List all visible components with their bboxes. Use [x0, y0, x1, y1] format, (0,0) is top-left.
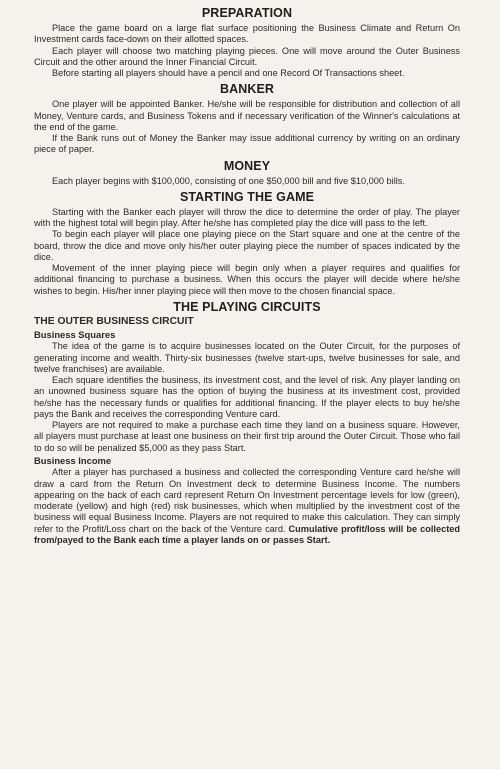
- paragraph: Place the game board on a large flat surface positioning the Business Climate and Return On Investment cards face-down on their allotted spaces.: [34, 23, 460, 45]
- subheading-business-squares: Business Squares: [34, 328, 116, 340]
- heading-preparation: PREPARATION: [201, 6, 293, 20]
- heading-playing-circuits: THE PLAYING CIRCUITS: [173, 299, 321, 314]
- rules-page: [34, 6, 460, 546]
- paragraph: Each player begins with $100,000, consisting of one $50,000 bill and five $10,000 bills.: [52, 175, 405, 186]
- paragraph: The idea of the game is to acquire businesses located on the Outer Circuit, for the purposes of generating income and wealth. Thirty-six businesses (twelve start-ups, twelve businesses for sale, and twelve franchises) are available.: [34, 341, 460, 374]
- paragraph: Before starting all players should have a pencil and one Record Of Transactions sheet.: [52, 68, 405, 78]
- subheading-outer-business-circuit: THE OUTER BUSINESS CIRCUIT: [34, 315, 194, 327]
- heading-starting-the-game: STARTING THE GAME: [179, 189, 315, 204]
- paragraph: Starting with the Banker each player will throw the dice to determine the order of play. The player with the highest total will begin play. After he/she has completed play the dice will pass to the left.: [34, 206, 460, 228]
- paragraph: One player will be appointed Banker. He/she will be responsible for distribution and collection of all Money, Venture cards, and Business Tokens and if necessary verification of the Winner's calculations at the end of the game.: [34, 99, 460, 132]
- paragraph: Players are not required to make a purchase each time they land on a business square. However, all players must purchase at least one business on their first trip around the Outer Circuit. Those who fail to do so will be penalized $5,000 as they pass Start.: [34, 420, 460, 453]
- income-text: After a player has purchased a business and collected the corresponding Venture card he/she will draw a card from the Return On Investment deck to determine Business Income. The numbers appearing on the back of each card represent Return On Investment percentage levels for low (green), moderate (yellow) and high (red) risk businesses, which when multiplied by the investment cost of the business will equal Business Income. Players are not required to make this calculation. They can simply refer to the Profit/Loss chart on the back of the Venture card.: [34, 467, 460, 534]
- heading-banker: BANKER: [219, 82, 275, 97]
- income-bold-note: Cumulative profit/loss will be collected from/payed to the Bank each time a player lands on or passes Start.: [34, 523, 460, 545]
- paragraph: Each square identifies the business, its investment cost, and the level of risk. Any player landing on an unowned business square has the option of buying the business at its investment cost, provided he/she has the necessary funds or qualifies for additional financing. If the player elects to buy he/she pays the Bank and receives the corresponding Venture card.: [34, 375, 460, 419]
- subheading-business-income: Business Income: [34, 454, 112, 466]
- paragraph: Movement of the inner playing piece will begin only when a player requires and qualifies for additional financing to purchase a business. When this occurs the player will decide where he/she wishes to begin. His/her inner playing piece will then move to the chosen financial space.: [34, 263, 460, 296]
- paragraph: Each player will choose two matching playing pieces. One will move around the Outer Business Circuit and the other around the Inner Financial Circuit.: [34, 45, 460, 67]
- paragraph-business-income: [34, 467, 460, 546]
- paragraph: If the Bank runs out of Money the Banker may issue additional currency by writing on an ordinary piece of paper.: [34, 133, 460, 155]
- heading-money: MONEY: [223, 158, 271, 173]
- paragraph: To begin each player will place one playing piece on the Start square and one at the centre of the board, throw the dice and move only his/her outer playing piece the number of spaces indicated by the dice.: [34, 229, 460, 262]
